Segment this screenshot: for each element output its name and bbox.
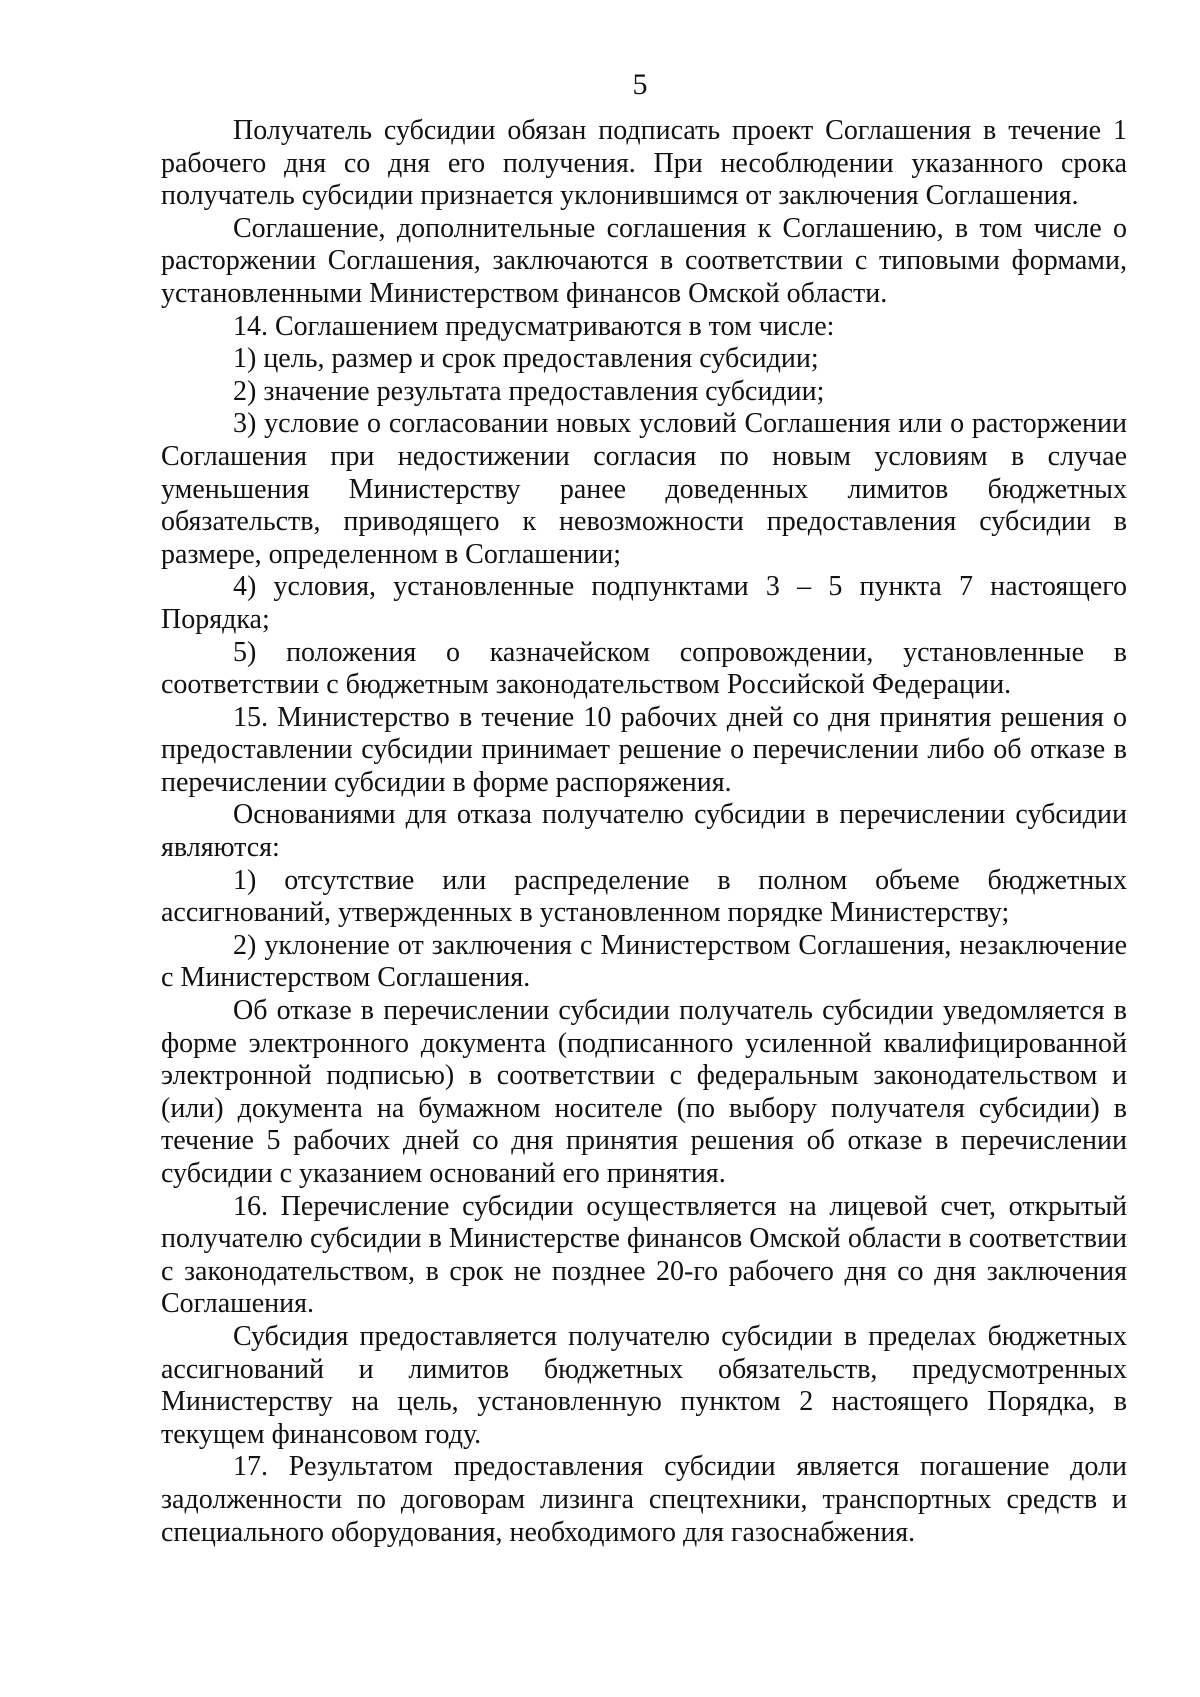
paragraph-budget-limits: Субсидия предоставляется получателю субсидии в пределах бюджетных ассигнований и лимитов бюджетных обязательств, предусмотренных Министерству на цель, установленную пунктом 2 настоящего Порядка, в текущем финансовом году. xyxy=(161,1320,1127,1450)
list-item-refusal-1: 1) отсутствие или распределение в полном объеме бюджетных ассигнований, утвержденных в установленном порядке Министерству; xyxy=(161,864,1127,929)
paragraph-clause-16: 16. Перечисление субсидии осуществляется на лицевой счет, открытый получателю субсидии в Министерстве финансов Омской области в соответствии с законодательством, в срок не позднее 20-го рабочего дня со дня заключения Соглашения. xyxy=(161,1190,1127,1320)
list-item-14-5: 5) положения о казначейском сопровождении, установленные в соответствии с бюджетным законодательством Российской Федерации. xyxy=(161,636,1127,701)
paragraph-clause-14: 14. Соглашением предусматриваются в том числе: xyxy=(233,310,835,342)
list-item-14-1: 1) цель, размер и срок предоставления субсидии; xyxy=(233,343,819,375)
list-item-14-4: 4) условия, установленные подпунктами 3 – 5 пункта 7 настоящего Порядка; xyxy=(161,571,1127,635)
list-item-14-3: 3) условие о согласовании новых условий Соглашения или о расторжении Соглашения при недостижении согласия по новым условиям в случае уменьшения Министерству ранее доведенных лимитов бюджетных обязательств, приводящего к невозможности предоставления субсидии в размере, определенном в Соглашении; xyxy=(161,408,1127,570)
paragraph-refusal-grounds: Основаниями для отказа получателю субсидии в перечислении субсидии являются: xyxy=(161,799,1127,864)
list-item-14-2: 2) значение результата предоставления субсидии; xyxy=(233,375,825,407)
paragraph-clause-15: 15. Министерство в течение 10 рабочих дней со дня принятия решения о предоставлении субсидии принимает решение о перечислении либо об отказе в перечислении субсидии в форме распоряжения. xyxy=(161,701,1127,798)
list-item-refusal-2: 2) уклонение от заключения с Министерством Соглашения, незаключение с Министерством Соглашения. xyxy=(161,929,1127,994)
document-body xyxy=(161,115,1127,1549)
paragraph-refusal-notice: Об отказе в перечислении субсидии получатель субсидии уведомляется в форме электронного документа (подписанного усиленной квалифицированной электронной подписью) в соответствии с федеральным законодательством и (или) документа на бумажном носителе (по выбору получателя субсидии) в течение 5 рабочих дней со дня принятия решения об отказе в перечислении субсидии с указанием оснований его принятия. xyxy=(161,995,1127,1189)
paragraph-agreement-forms: Соглашение, дополнительные соглашения к Соглашению, в том числе о расторжении Соглашения, заключаются в соответствии с типовыми формами, установленными Министерством финансов Омской области. xyxy=(161,212,1127,309)
page-number: 5 xyxy=(632,68,648,101)
paragraph-signing-deadline: Получатель субсидии обязан подписать проект Соглашения в течение 1 рабочего дня со дня его получения. При несоблюдении указанного срока получатель субсидии признается уклонившимся от заключения Соглашения. xyxy=(161,115,1127,212)
paragraph-clause-17: 17. Результатом предоставления субсидии является погашение доли задолженности по договорам лизинга спецтехники, транспортных средств и специального оборудования, необходимого для газоснабжения. xyxy=(161,1451,1127,1548)
